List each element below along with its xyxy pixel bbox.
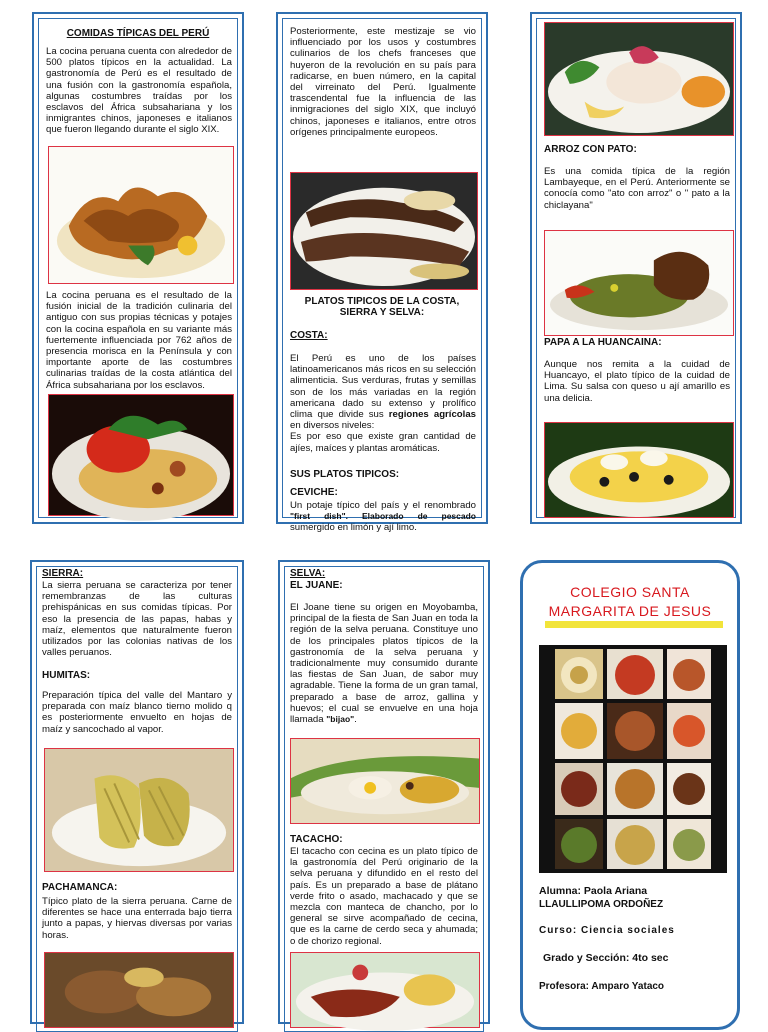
panel-title: COMIDAS TÍPICAS DEL PERÚ	[66, 28, 210, 39]
ceviche-text-a: Un potaje típico del país y el renombrado	[290, 500, 476, 511]
costa-text-b: en diversos niveles:	[290, 420, 375, 432]
papa-huancaina-photo	[544, 422, 734, 518]
grado-label: Grado y Sección: 4to sec	[543, 952, 669, 964]
juane-photo	[290, 738, 480, 824]
fried-chicken-photo	[48, 146, 234, 284]
arroz-paragraph: Es una comida típica de la región Lambayeque, en el Perú. Anteriormente se conocía como "ato con arroz" o " pato a la chiclayana"	[544, 166, 730, 211]
ceviche-label: CEVICHE:	[290, 487, 338, 498]
juane-bold: "bijao"	[326, 714, 355, 725]
panel-comidas-tipicas	[32, 12, 244, 524]
costa-label: COSTA:	[290, 330, 328, 341]
costa-bold: regiones agrícolas	[388, 409, 476, 421]
sierra-paragraph: La sierra peruana se caracteriza por tener remembranzas de las culturas prehispánicas en sus comidas típicas. Por eso la presencia de las papas, habas y maíz, elementos que naturalmente fueron utilizados por las colonias nativas de los valles peruanos.	[42, 580, 232, 659]
juane-text-b: .	[354, 714, 357, 726]
ceviche-text-b: sumergido en limón y ají limo.	[290, 522, 417, 534]
tacacho-paragraph: El tacacho con cecina es un plato típico de la gastronomía del Perú originario de la selva peruana y difundido en el resto del país. Es un preparado a base de plátano verde frito o asado, machacado y que se mezcla con manteca de chancho, por lo general se sirve acompañado de cecina, que es la carne de cerdo seca y ahumada; o de chorizo regional.	[290, 846, 478, 947]
title-stripe	[545, 621, 723, 628]
pachamanca-label: PACHAMANCA:	[42, 882, 118, 893]
costa-text-c: Es por eso que existe gran cantidad de ajíes, maíces y plantas aromáticas.	[290, 431, 476, 454]
costa-text-a: El Perú es uno de los países latinoamericanos más ricos en su selección alimenticia. Sus verduras, frutas y semillas son de los más variadas en la región americana dado su extenso y prolífico clima que divide sus	[290, 353, 476, 421]
juane-paragraph	[290, 602, 478, 725]
pachamanca-photo	[44, 952, 234, 1028]
mestizaje-paragraph: Posteriormente, este mestizaje se vio influenciado por los usos y costumbres culinarios de los chefs franceses que huyeron de la revolución en su país para radicarse, en buen número, en la capital del virreinato del Perú. Igualmente trascendental fue la influencia de las inmigraciones del siglo XIX, que incluyó chinos, japoneses e italianos, entre otros orígenes principalmente europeos.	[290, 26, 476, 138]
sierra-label: SIERRA:	[42, 568, 84, 579]
arroz-title: ARROZ CON PATO:	[544, 144, 637, 155]
selva-label: SELVA:	[290, 568, 326, 579]
grilled-meat-photo	[290, 172, 478, 290]
humitas-photo	[44, 748, 234, 872]
sus-platos-label: SUS PLATOS TIPICOS:	[290, 469, 400, 480]
papa-title: PAPA A LA HUANCAINA:	[544, 337, 662, 348]
alumna-label: Alumna: Paola Ariana	[539, 885, 648, 897]
tacacho-label: TACACHO:	[290, 834, 343, 845]
platos-heading: PLATOS TIPICOS DE LA COSTA, SIERRA Y SELVA:	[304, 296, 460, 318]
panel-arroz-papa	[530, 12, 742, 524]
costa-paragraph	[290, 353, 476, 454]
food-collage-photo	[539, 645, 727, 873]
pachamanca-paragraph: Típico plato de la sierra peruana. Carne de diferentes se hace una enterrada bajo tierra junto a papas, y hiervas diversas por varias horas.	[42, 896, 232, 941]
arroz-con-pato-photo	[544, 230, 734, 336]
alumna-surname: LLAULLIPOMA ORDOÑEZ	[539, 899, 664, 910]
ceviche-bold: "first dish". Elaborado de pescado	[290, 511, 476, 522]
tacacho-photo	[290, 952, 480, 1028]
ceviche-photo	[544, 22, 734, 136]
panel-platos-tipicos	[276, 12, 488, 534]
curso-label: Curso: Ciencia sociales	[539, 925, 675, 936]
humitas-paragraph: Preparación típica del valle del Mantaro y preparada con maíz blanco tierno molido q es posteriormente envuelto en hojas de maíz y sancochado al vapor.	[42, 690, 232, 735]
ceviche-paragraph	[290, 500, 476, 534]
school-name-line2: MARGARITA DE JESUS	[548, 603, 712, 619]
cover-panel	[520, 560, 740, 1030]
juane-text-a: El Joane tiene su origen en Moyobamba, principal de la fiesta de San Juan en toda la región de la selva peruana. Constituye uno de los principales platos típicos de la gastronomía de la selva peruana y tradicionalmente muy consumido durante las fiestas de San Juan, de sabor muy agradable. Tiene la forma de un gran tamal, preparado a base de arroz, gallina y huevos; el cual se envuelve en una hoja llamada	[290, 602, 478, 726]
panel-selva	[278, 560, 490, 1024]
intro-paragraph: La cocina peruana cuenta con alrededor de 500 platos típicos en la actualidad. La gastronomía de Perú es el resultado de una fusión con la gastronomía española, algunas costumbres traídas por los esclavos del África subsahariana y los inmigrantes chinos, japoneses e italianos que fueron llegando durante el siglo XIX.	[46, 46, 232, 136]
stuffed-pepper-photo	[48, 394, 234, 516]
profesora-label: Profesora: Amparo Yataco	[539, 981, 665, 992]
panel-sierra	[30, 560, 244, 1024]
papa-paragraph: Aunque nos remita a la cuidad de Huancayo, el plato típico de la cuidad de Lima. Su salsa con queso u ají amarillo es una delicia.	[544, 359, 730, 404]
fusion-paragraph: La cocina peruana es el resultado de la fusión inicial de la tradición culinaria del antiguo con sus propias técnicas y potajes con la cocina española en su variante más fuertemente influenciada por 762 años de presencia morisca en la Península y con importante aporte de las costumbres culinarias traídas de la costa atlántica del África subsahariana por los esclavos.	[46, 290, 232, 391]
juane-label: EL JUANE:	[290, 580, 343, 591]
humitas-label: HUMITAS:	[42, 670, 91, 681]
school-name-line1: COLEGIO SANTA	[570, 584, 690, 600]
